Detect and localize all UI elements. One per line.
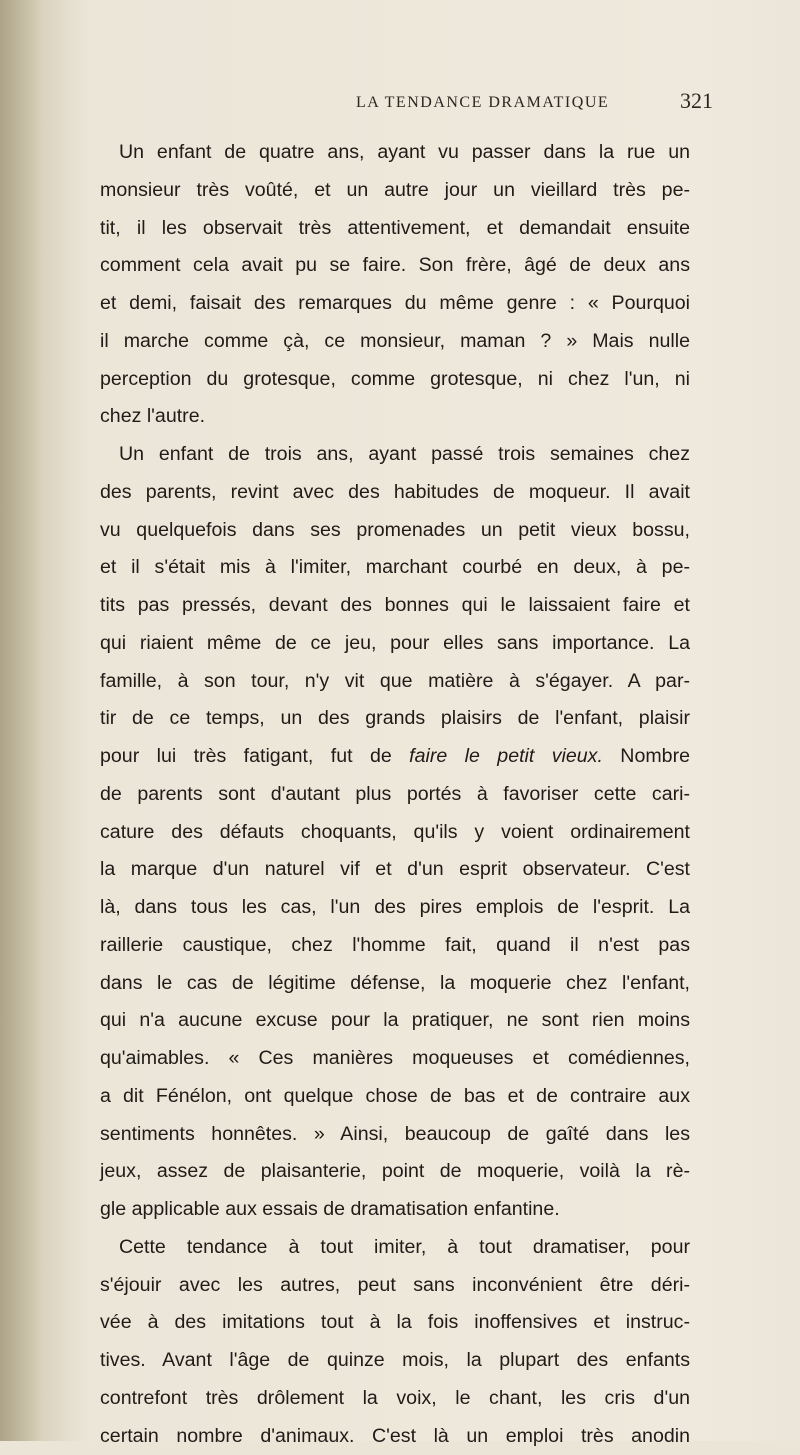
body-text	[100, 134, 690, 1455]
page-header	[0, 88, 800, 118]
text-line: et il s'était mis à l'imiter, marchant courbé en deux, à pe-	[100, 549, 690, 587]
text-line: qu'aimables. « Ces manières moqueuses et comédiennes,	[100, 1040, 690, 1078]
text-line: certain nombre d'animaux. C'est là un emploi très anodin	[100, 1418, 690, 1455]
text-line: comment cela avait pu se faire. Son frère, âgé de deux ans	[100, 247, 690, 285]
page-number: 321	[680, 88, 713, 114]
text-line: il marche comme çà, ce monsieur, maman ? » Mais nulle	[100, 323, 690, 361]
text-line: Cette tendance à tout imiter, à tout dramatiser, pour	[100, 1229, 690, 1267]
text-line: contrefont très drôlement la voix, le chant, les cris d'un	[100, 1380, 690, 1418]
text-line-with-italic	[100, 738, 690, 776]
text-line: gle applicable aux essais de dramatisation enfantine.	[100, 1191, 690, 1229]
text-line: qui riaient même de ce jeu, pour elles sans importance. La	[100, 625, 690, 663]
text-line: Un enfant de trois ans, ayant passé trois semaines chez	[100, 436, 690, 474]
text-line: sentiments honnêtes. » Ainsi, beaucoup de gaîté dans les	[100, 1116, 690, 1154]
text-line: tir de ce temps, un des grands plaisirs de l'enfant, plaisir	[100, 700, 690, 738]
text-line: de parents sont d'autant plus portés à favoriser cette cari-	[100, 776, 690, 814]
text-line: des parents, revint avec des habitudes de moqueur. Il avait	[100, 474, 690, 512]
text-segment: pour lui très fatigant, fut de	[100, 745, 409, 767]
text-line: qui n'a aucune excuse pour la pratiquer, ne sont rien moins	[100, 1002, 690, 1040]
text-line: monsieur très voûté, et un autre jour un vieillard très pe-	[100, 172, 690, 210]
text-line: vu quelquefois dans ses promenades un petit vieux bossu,	[100, 512, 690, 550]
running-title: LA TENDANCE DRAMATIQUE	[356, 94, 609, 112]
italic-phrase: faire le petit vieux.	[409, 745, 603, 767]
text-line: là, dans tous les cas, l'un des pires emplois de l'esprit. La	[100, 889, 690, 927]
text-line: famille, à son tour, n'y vit que matière à s'égayer. A par-	[100, 663, 690, 701]
text-line: raillerie caustique, chez l'homme fait, quand il n'est pas	[100, 927, 690, 965]
text-line: et demi, faisait des remarques du même genre : « Pourquoi	[100, 285, 690, 323]
text-line: vée à des imitations tout à la fois inoffensives et instruc-	[100, 1304, 690, 1342]
text-line: tives. Avant l'âge de quinze mois, la plupart des enfants	[100, 1342, 690, 1380]
text-line: tit, il les observait très attentivement, et demandait ensuite	[100, 210, 690, 248]
text-line: chez l'autre.	[100, 398, 690, 436]
page-shadow	[0, 0, 70, 1441]
text-line: perception du grotesque, comme grotesque, ni chez l'un, ni	[100, 361, 690, 399]
text-line: dans le cas de légitime défense, la moquerie chez l'enfant,	[100, 965, 690, 1003]
text-line: cature des défauts choquants, qu'ils y voient ordinairement	[100, 814, 690, 852]
text-line: a dit Fénélon, ont quelque chose de bas et de contraire aux	[100, 1078, 690, 1116]
text-segment: Nombre	[603, 745, 690, 767]
text-line: Un enfant de quatre ans, ayant vu passer dans la rue un	[100, 134, 690, 172]
text-line: la marque d'un naturel vif et d'un esprit observateur. C'est	[100, 851, 690, 889]
text-line: s'éjouir avec les autres, peut sans inconvénient être déri-	[100, 1267, 690, 1305]
text-line: jeux, assez de plaisanterie, point de moquerie, voilà la rè-	[100, 1153, 690, 1191]
text-line: tits pas pressés, devant des bonnes qui le laissaient faire et	[100, 587, 690, 625]
